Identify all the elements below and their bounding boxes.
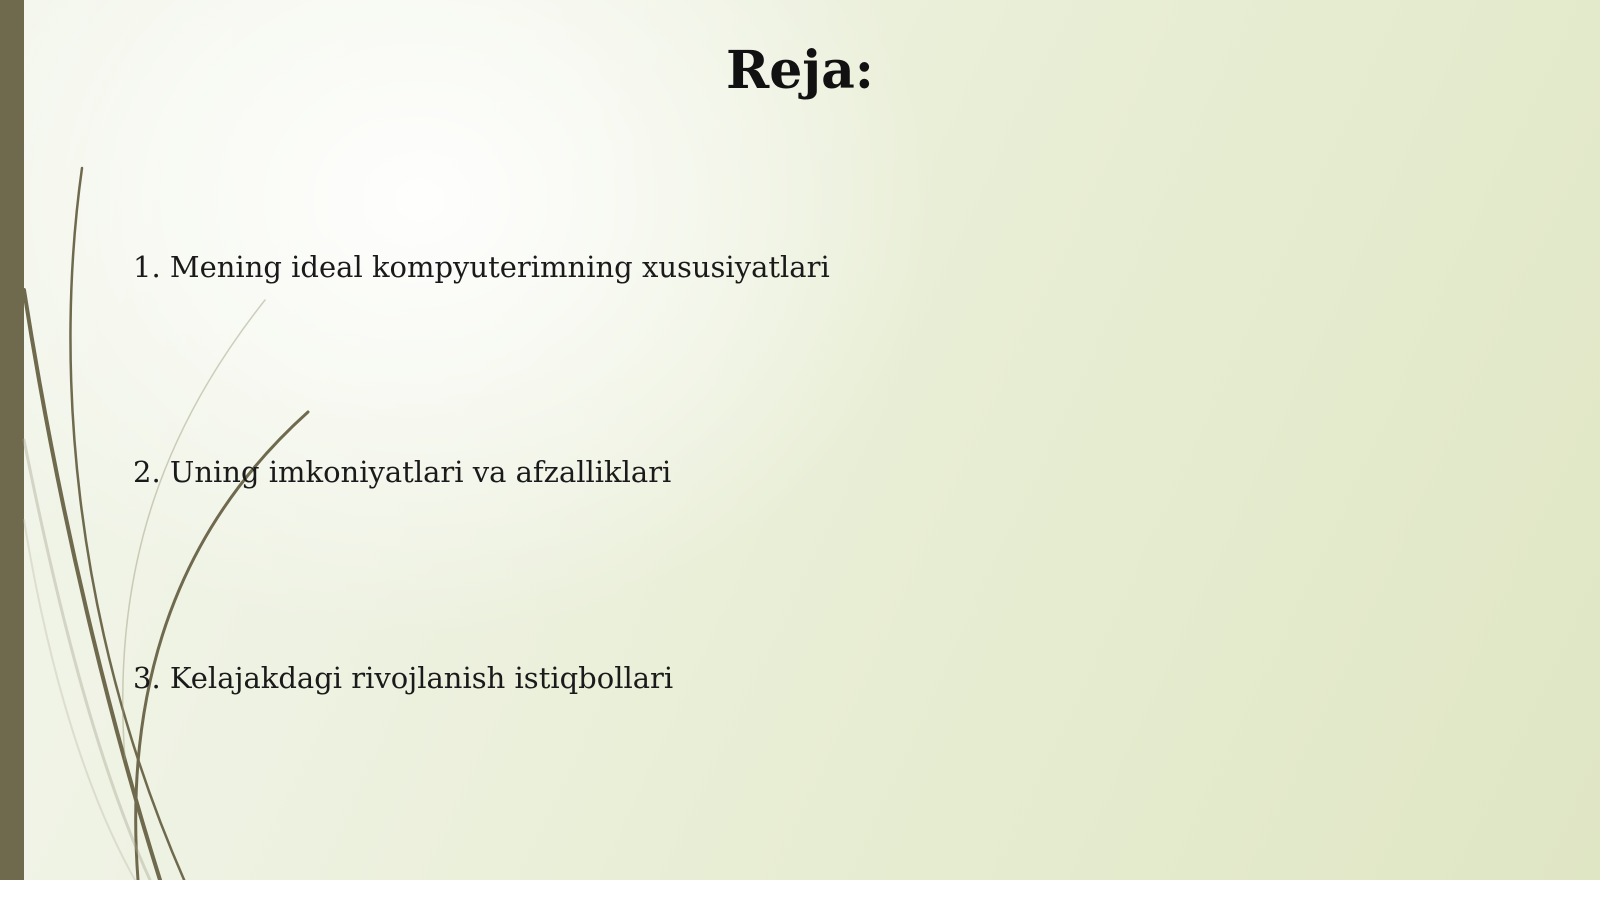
slide-title: Reja: — [725, 40, 874, 101]
plan-item-2: 2. Uning imkoniyatlari va afzalliklari — [133, 455, 672, 489]
plan-item-1: 1. Mening ideal kompyuterimning xususiyatlari — [133, 250, 830, 284]
plan-item-3: 3. Kelajakdagi rivojlanish istiqbollari — [133, 661, 674, 695]
bottom-edge — [0, 880, 1600, 899]
grass-decoration — [0, 0, 400, 899]
